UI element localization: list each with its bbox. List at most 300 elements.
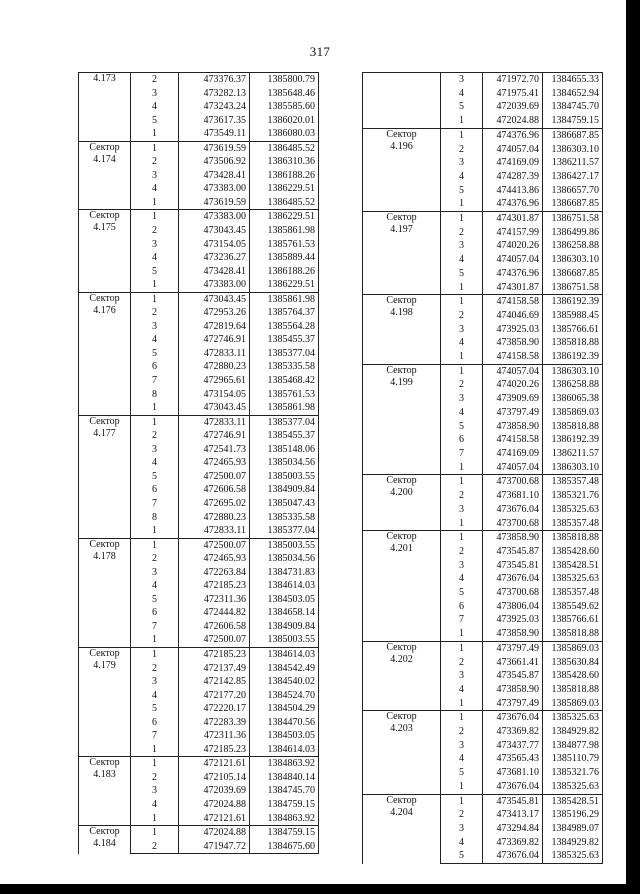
- y-coordinate: 1384731.83: [250, 566, 319, 580]
- point-number: 1: [441, 197, 483, 211]
- y-coordinate: 1386485.52: [250, 141, 319, 155]
- y-coordinate: 1386192.39: [543, 350, 603, 364]
- x-coordinate: 473797.49: [483, 641, 543, 655]
- y-coordinate: 1385428.51: [543, 794, 603, 808]
- point-number: 1: [441, 295, 483, 309]
- y-coordinate: 1385585.60: [250, 100, 319, 114]
- point-number: 1: [131, 401, 179, 415]
- point-number: 8: [131, 388, 179, 402]
- point-number: 3: [131, 169, 179, 183]
- point-number: 7: [441, 447, 483, 461]
- point-number: 1: [131, 826, 179, 840]
- point-number: 3: [131, 784, 179, 798]
- point-number: 4: [131, 333, 179, 347]
- y-coordinate: 1386751.58: [543, 212, 603, 226]
- y-coordinate: 1385335.58: [250, 360, 319, 374]
- y-coordinate: 1385800.79: [250, 73, 319, 87]
- x-coordinate: 472819.64: [179, 320, 250, 334]
- point-number: 3: [441, 239, 483, 253]
- x-coordinate: 472185.23: [179, 579, 250, 593]
- y-coordinate: 1385869.03: [543, 641, 603, 655]
- point-number: 2: [131, 306, 179, 320]
- sector-label: Сектор 4.203: [363, 711, 441, 794]
- scan-edge-right: [626, 0, 640, 894]
- point-number: 3: [441, 156, 483, 170]
- y-coordinate: 1384504.29: [250, 702, 319, 716]
- x-coordinate: 472500.07: [179, 538, 250, 552]
- point-number: 5: [131, 347, 179, 361]
- point-number: 7: [131, 374, 179, 388]
- x-coordinate: 472137.49: [179, 662, 250, 676]
- y-coordinate: 1385003.55: [250, 633, 319, 647]
- y-coordinate: 1386310.36: [250, 155, 319, 169]
- x-coordinate: 472185.23: [179, 743, 250, 757]
- point-number: 1: [441, 531, 483, 545]
- y-coordinate: 1384658.14: [250, 606, 319, 620]
- coordinate-row: [363, 794, 603, 808]
- x-coordinate: 472500.07: [179, 470, 250, 484]
- x-coordinate: 473909.69: [483, 392, 543, 406]
- x-coordinate: 473858.90: [483, 683, 543, 697]
- point-number: 3: [441, 739, 483, 753]
- x-coordinate: 472039.69: [483, 100, 543, 114]
- coordinate-row: [79, 141, 319, 155]
- point-number: 1: [441, 641, 483, 655]
- x-coordinate: 473858.90: [483, 336, 543, 350]
- x-coordinate: 472105.14: [179, 771, 250, 785]
- point-number: 3: [131, 443, 179, 457]
- point-number: 3: [131, 320, 179, 334]
- x-coordinate: 472311.36: [179, 729, 250, 743]
- point-number: 3: [131, 238, 179, 252]
- x-coordinate: 473676.04: [483, 503, 543, 517]
- point-number: 2: [441, 808, 483, 822]
- y-coordinate: 1385468.42: [250, 374, 319, 388]
- x-coordinate: 473681.10: [483, 489, 543, 503]
- coordinate-row: [79, 647, 319, 661]
- y-coordinate: 1386229.51: [250, 210, 319, 224]
- x-coordinate: 472965.61: [179, 374, 250, 388]
- y-coordinate: 1386687.85: [543, 267, 603, 281]
- y-coordinate: 1385630.84: [543, 656, 603, 670]
- page-number: 317: [309, 44, 331, 59]
- point-number: 1: [441, 461, 483, 475]
- x-coordinate: 472465.93: [179, 552, 250, 566]
- point-number: 5: [131, 593, 179, 607]
- x-coordinate: 472695.02: [179, 497, 250, 511]
- coordinate-row: [363, 531, 603, 545]
- point-number: 1: [131, 141, 179, 155]
- x-coordinate: 473428.41: [179, 265, 250, 279]
- x-coordinate: 474169.09: [483, 156, 543, 170]
- point-number: 1: [131, 278, 179, 292]
- x-coordinate: 472746.91: [179, 429, 250, 443]
- x-coordinate: 472606.58: [179, 483, 250, 497]
- point-number: 1: [441, 475, 483, 489]
- y-coordinate: 1385861.98: [250, 401, 319, 415]
- y-coordinate: 1384675.60: [250, 840, 319, 854]
- point-number: 5: [441, 766, 483, 780]
- y-coordinate: 1386192.39: [543, 433, 603, 447]
- y-coordinate: 1384614.03: [250, 579, 319, 593]
- point-number: 7: [131, 497, 179, 511]
- y-coordinate: 1384542.49: [250, 662, 319, 676]
- x-coordinate: 473700.68: [483, 586, 543, 600]
- y-coordinate: 1385325.63: [543, 711, 603, 725]
- x-coordinate: 473369.82: [483, 725, 543, 739]
- point-number: 4: [131, 251, 179, 265]
- point-number: 5: [441, 100, 483, 114]
- y-coordinate: 1385047.43: [250, 497, 319, 511]
- point-number: 4: [131, 456, 179, 470]
- y-coordinate: 1386303.10: [543, 253, 603, 267]
- y-coordinate: 1385869.03: [543, 697, 603, 711]
- x-coordinate: 473549.11: [179, 127, 250, 141]
- point-number: 5: [131, 702, 179, 716]
- coordinates-table-right: [362, 72, 603, 864]
- x-coordinate: 472311.36: [179, 593, 250, 607]
- y-coordinate: 1384614.03: [250, 647, 319, 661]
- x-coordinate: 473236.27: [179, 251, 250, 265]
- point-number: 4: [131, 798, 179, 812]
- sector-label: Сектор 4.174: [79, 141, 131, 210]
- point-number: 1: [441, 627, 483, 641]
- x-coordinate: 472953.26: [179, 306, 250, 320]
- y-coordinate: 1384989.07: [543, 822, 603, 836]
- x-coordinate: 473806.04: [483, 600, 543, 614]
- point-number: 6: [131, 483, 179, 497]
- point-number: 8: [131, 511, 179, 525]
- x-coordinate: 471972.70: [483, 73, 543, 87]
- y-coordinate: 1384524.70: [250, 689, 319, 703]
- coordinate-row: [363, 711, 603, 725]
- y-coordinate: 1384759.15: [250, 826, 319, 840]
- coordinate-row: [79, 826, 319, 840]
- x-coordinate: 473676.04: [483, 711, 543, 725]
- x-coordinate: 472746.91: [179, 333, 250, 347]
- y-coordinate: 1385818.88: [543, 336, 603, 350]
- x-coordinate: 472185.23: [179, 647, 250, 661]
- x-coordinate: 472500.07: [179, 633, 250, 647]
- x-coordinate: 472024.88: [483, 114, 543, 128]
- x-coordinate: 474057.04: [483, 461, 543, 475]
- coordinate-row: [79, 73, 319, 87]
- y-coordinate: 1386211.57: [543, 156, 603, 170]
- point-number: 1: [441, 780, 483, 794]
- x-coordinate: 474020.26: [483, 378, 543, 392]
- y-coordinate: 1385325.63: [543, 503, 603, 517]
- x-coordinate: 472024.88: [179, 798, 250, 812]
- y-coordinate: 1385648.46: [250, 87, 319, 101]
- point-number: 3: [441, 323, 483, 337]
- x-coordinate: 473154.05: [179, 238, 250, 252]
- x-coordinate: 472541.73: [179, 443, 250, 457]
- point-number: 1: [131, 524, 179, 538]
- sector-label: Сектор 4.198: [363, 295, 441, 365]
- x-coordinate: 473043.45: [179, 224, 250, 238]
- point-number: 4: [131, 689, 179, 703]
- y-coordinate: 1386258.88: [543, 378, 603, 392]
- y-coordinate: 1386192.39: [543, 295, 603, 309]
- y-coordinate: 1386229.51: [250, 182, 319, 196]
- point-number: 1: [131, 647, 179, 661]
- x-coordinate: 473619.59: [179, 141, 250, 155]
- x-coordinate: 474376.96: [483, 267, 543, 281]
- coordinate-row: [363, 212, 603, 226]
- y-coordinate: 1386080.03: [250, 127, 319, 141]
- point-number: 1: [441, 281, 483, 295]
- x-coordinate: 473565.43: [483, 752, 543, 766]
- x-coordinate: 474020.26: [483, 239, 543, 253]
- y-coordinate: 1385335.58: [250, 511, 319, 525]
- point-number: 6: [131, 360, 179, 374]
- x-coordinate: 472880.23: [179, 511, 250, 525]
- x-coordinate: 473676.04: [483, 849, 543, 863]
- y-coordinate: 1385818.88: [543, 420, 603, 434]
- x-coordinate: 474158.58: [483, 295, 543, 309]
- y-coordinate: 1385764.37: [250, 306, 319, 320]
- x-coordinate: 474287.39: [483, 170, 543, 184]
- y-coordinate: 1385325.63: [543, 572, 603, 586]
- point-number: 2: [131, 840, 179, 854]
- point-number: 3: [131, 87, 179, 101]
- x-coordinate: 474413.86: [483, 184, 543, 198]
- sector-label: Сектор 4.179: [79, 647, 131, 756]
- x-coordinate: 473154.05: [179, 388, 250, 402]
- y-coordinate: 1384929.82: [543, 725, 603, 739]
- y-coordinate: 1385761.53: [250, 388, 319, 402]
- point-number: 2: [441, 226, 483, 240]
- y-coordinate: 1385818.88: [543, 683, 603, 697]
- point-number: 4: [441, 572, 483, 586]
- x-coordinate: 473617.35: [179, 114, 250, 128]
- point-number: 2: [131, 155, 179, 169]
- point-number: 1: [131, 196, 179, 210]
- y-coordinate: 1384909.84: [250, 620, 319, 634]
- y-coordinate: 1385766.61: [543, 613, 603, 627]
- y-coordinate: 1384909.84: [250, 483, 319, 497]
- y-coordinate: 1384745.70: [250, 784, 319, 798]
- y-coordinate: 1386065.38: [543, 392, 603, 406]
- coordinates-table-left: [78, 72, 319, 854]
- x-coordinate: 473043.45: [179, 401, 250, 415]
- y-coordinate: 1386499.86: [543, 226, 603, 240]
- x-coordinate: 473925.03: [483, 323, 543, 337]
- point-number: 1: [131, 812, 179, 826]
- x-coordinate: 473700.68: [483, 517, 543, 531]
- point-number: 5: [441, 267, 483, 281]
- point-number: 5: [131, 265, 179, 279]
- sector-label: Сектор 4.204: [363, 794, 441, 864]
- point-number: 7: [441, 613, 483, 627]
- y-coordinate: 1385869.03: [543, 406, 603, 420]
- point-number: 1: [441, 128, 483, 142]
- x-coordinate: 474376.96: [483, 128, 543, 142]
- point-number: 1: [441, 350, 483, 364]
- point-number: 2: [441, 309, 483, 323]
- y-coordinate: 1386303.10: [543, 143, 603, 157]
- y-coordinate: 1385196.29: [543, 808, 603, 822]
- y-coordinate: 1384863.92: [250, 812, 319, 826]
- x-coordinate: 472263.84: [179, 566, 250, 580]
- point-number: 3: [441, 392, 483, 406]
- y-coordinate: 1385377.04: [250, 415, 319, 429]
- sector-label: Сектор 4.200: [363, 475, 441, 531]
- x-coordinate: 473545.81: [483, 559, 543, 573]
- point-number: 4: [441, 336, 483, 350]
- x-coordinate: 474169.09: [483, 447, 543, 461]
- y-coordinate: 1384470.56: [250, 716, 319, 730]
- sector-label: Сектор 4.199: [363, 364, 441, 475]
- x-coordinate: 473437.77: [483, 739, 543, 753]
- y-coordinate: 1386687.85: [543, 128, 603, 142]
- y-coordinate: 1385818.88: [543, 531, 603, 545]
- x-coordinate: 473797.49: [483, 406, 543, 420]
- point-number: 5: [441, 184, 483, 198]
- y-coordinate: 1385428.60: [543, 669, 603, 683]
- x-coordinate: 472220.17: [179, 702, 250, 716]
- y-coordinate: 1385549.62: [543, 600, 603, 614]
- y-coordinate: 1384614.03: [250, 743, 319, 757]
- x-coordinate: 472121.61: [179, 812, 250, 826]
- y-coordinate: 1385321.76: [543, 766, 603, 780]
- y-coordinate: 1384929.82: [543, 836, 603, 850]
- x-coordinate: 472880.23: [179, 360, 250, 374]
- point-number: 1: [131, 743, 179, 757]
- y-coordinate: 1385818.88: [543, 627, 603, 641]
- x-coordinate: 473545.87: [483, 669, 543, 683]
- point-number: 4: [441, 752, 483, 766]
- x-coordinate: 472606.58: [179, 620, 250, 634]
- y-coordinate: 1385110.79: [543, 752, 603, 766]
- sector-label: Сектор 4.197: [363, 212, 441, 295]
- sector-label: Сектор 4.202: [363, 641, 441, 711]
- point-number: 1: [441, 364, 483, 378]
- coordinate-row: [363, 73, 603, 87]
- y-coordinate: 1384503.05: [250, 593, 319, 607]
- point-number: 4: [441, 253, 483, 267]
- x-coordinate: 474057.04: [483, 143, 543, 157]
- y-coordinate: 1386188.26: [250, 169, 319, 183]
- point-number: 4: [441, 683, 483, 697]
- sector-label: 4.173: [79, 73, 131, 142]
- point-number: 1: [131, 210, 179, 224]
- x-coordinate: 473376.37: [179, 73, 250, 87]
- x-coordinate: 473506.92: [179, 155, 250, 169]
- point-number: 1: [131, 127, 179, 141]
- point-number: 1: [441, 697, 483, 711]
- x-coordinate: 473294.84: [483, 822, 543, 836]
- x-coordinate: 473681.10: [483, 766, 543, 780]
- y-coordinate: 1386229.51: [250, 278, 319, 292]
- sector-label: Сектор 4.176: [79, 292, 131, 415]
- point-number: 5: [441, 420, 483, 434]
- sector-label: Сектор 4.178: [79, 538, 131, 647]
- x-coordinate: 473925.03: [483, 613, 543, 627]
- x-coordinate: 474046.69: [483, 309, 543, 323]
- coordinate-row: [79, 538, 319, 552]
- x-coordinate: 473676.04: [483, 780, 543, 794]
- point-number: 4: [441, 406, 483, 420]
- point-number: 2: [441, 378, 483, 392]
- x-coordinate: 471947.72: [179, 840, 250, 854]
- point-number: 2: [131, 224, 179, 238]
- x-coordinate: 473858.90: [483, 627, 543, 641]
- y-coordinate: 1384655.33: [543, 73, 603, 87]
- point-number: 2: [441, 656, 483, 670]
- x-coordinate: 471975.41: [483, 87, 543, 101]
- sector-label: Сектор 4.183: [79, 757, 131, 826]
- point-number: 6: [441, 433, 483, 447]
- x-coordinate: 472833.11: [179, 415, 250, 429]
- y-coordinate: 1385564.28: [250, 320, 319, 334]
- x-coordinate: 473383.00: [179, 182, 250, 196]
- x-coordinate: 472142.85: [179, 675, 250, 689]
- y-coordinate: 1385325.63: [543, 849, 603, 863]
- x-coordinate: 474157.99: [483, 226, 543, 240]
- coordinate-row: [79, 415, 319, 429]
- point-number: 3: [441, 559, 483, 573]
- point-number: 4: [441, 87, 483, 101]
- point-number: 4: [131, 579, 179, 593]
- sector-label: Сектор 4.196: [363, 128, 441, 211]
- x-coordinate: 473428.41: [179, 169, 250, 183]
- point-number: 1: [131, 415, 179, 429]
- x-coordinate: 473243.24: [179, 100, 250, 114]
- y-coordinate: 1385766.61: [543, 323, 603, 337]
- point-number: 3: [441, 822, 483, 836]
- y-coordinate: 1386303.10: [543, 461, 603, 475]
- coordinate-row: [363, 128, 603, 142]
- y-coordinate: 1385861.98: [250, 292, 319, 306]
- x-coordinate: 472833.11: [179, 524, 250, 538]
- y-coordinate: 1385034.56: [250, 552, 319, 566]
- y-coordinate: 1385761.53: [250, 238, 319, 252]
- point-number: 2: [131, 552, 179, 566]
- y-coordinate: 1385357.48: [543, 475, 603, 489]
- sector-label: Сектор 4.177: [79, 415, 131, 538]
- x-coordinate: 473676.04: [483, 572, 543, 586]
- point-number: 3: [131, 566, 179, 580]
- x-coordinate: 472177.20: [179, 689, 250, 703]
- point-number: 6: [441, 600, 483, 614]
- x-coordinate: 473700.68: [483, 475, 543, 489]
- y-coordinate: 1385003.55: [250, 470, 319, 484]
- y-coordinate: 1385861.98: [250, 224, 319, 238]
- point-number: 2: [441, 725, 483, 739]
- coordinate-row: [79, 210, 319, 224]
- y-coordinate: 1385377.04: [250, 524, 319, 538]
- point-number: 6: [131, 606, 179, 620]
- point-number: 7: [131, 729, 179, 743]
- y-coordinate: 1386258.88: [543, 239, 603, 253]
- x-coordinate: 472833.11: [179, 347, 250, 361]
- y-coordinate: 1384652.94: [543, 87, 603, 101]
- point-number: 1: [441, 517, 483, 531]
- x-coordinate: 473661.41: [483, 656, 543, 670]
- point-number: 1: [441, 794, 483, 808]
- point-number: 5: [131, 470, 179, 484]
- point-number: 1: [441, 711, 483, 725]
- point-number: 2: [131, 771, 179, 785]
- x-coordinate: 473545.81: [483, 794, 543, 808]
- x-coordinate: 474057.04: [483, 253, 543, 267]
- sector-label: Сектор 4.201: [363, 531, 441, 642]
- y-coordinate: 1386303.10: [543, 364, 603, 378]
- point-number: 3: [441, 73, 483, 87]
- sector-label: Сектор 4.184: [79, 826, 131, 854]
- coordinate-row: [363, 641, 603, 655]
